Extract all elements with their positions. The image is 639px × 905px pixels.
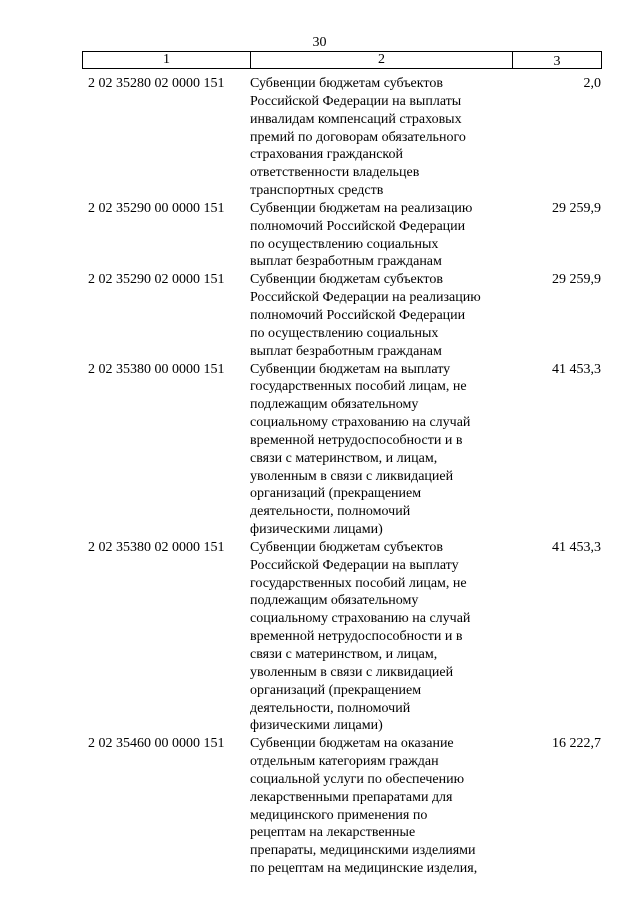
revenue-description (250, 200, 508, 271)
table-row (0, 539, 639, 735)
description-line: по осуществлению социальных (250, 325, 439, 341)
description-line: Российской Федерации на выплату (250, 557, 459, 573)
description-line: уволенным в связи с ликвидацией (250, 664, 454, 680)
description-line: временной нетрудоспособности и в (250, 629, 463, 645)
description-line: физическими лицами) (250, 718, 383, 734)
amount: 41 453,3 (552, 361, 601, 377)
description-line: связи с материнством, и лицам, (250, 647, 438, 662)
description-line: уволенным в связи с ликвидацией (250, 468, 454, 484)
description-line: Субвенции бюджетам субъектов (250, 272, 443, 288)
revenue-description (250, 539, 508, 735)
description-line: социальному страхованию на случай (250, 611, 471, 627)
revenue-description (250, 735, 508, 878)
table-header (82, 51, 602, 69)
description-line: Субвенции бюджетам на оказание (250, 736, 454, 752)
budget-code: 2 02 35280 02 0000 151 (88, 76, 225, 91)
description-line: связи с материнством, и лицам, (250, 450, 438, 466)
amount: 16 222,7 (552, 736, 601, 752)
budget-code: 2 02 35380 02 0000 151 (88, 539, 225, 555)
description-line: отдельным категориям граждан (250, 754, 439, 770)
description-line: ответственности владельцев (250, 165, 420, 181)
description-line: Субвенции бюджетам на реализацию (250, 200, 473, 216)
description-line: премий по договорам обязательного (250, 129, 466, 145)
description-line: социальному страхованию на случай (250, 415, 471, 431)
header-col-2: 2 (251, 52, 513, 68)
description-line: подлежащим обязательному (250, 593, 419, 609)
table-row (0, 361, 639, 539)
description-line: физическими лицами) (250, 522, 383, 538)
page-number: 30 (312, 35, 327, 50)
description-line: деятельности, полномочий (250, 700, 411, 716)
description-line: выплат безработным гражданам (250, 343, 442, 359)
table-row (0, 200, 639, 271)
table-row (0, 735, 639, 878)
revenue-description (250, 361, 508, 539)
description-line: государственных пособий лицам, не (250, 379, 467, 395)
revenue-description (250, 75, 508, 200)
budget-code: 2 02 35460 00 0000 151 (88, 736, 225, 752)
description-line: полномочий Российской Федерации (250, 307, 466, 323)
description-line: выплат безработным гражданам (250, 254, 442, 270)
amount: 2,0 (583, 76, 601, 91)
description-line: временной нетрудоспособности и в (250, 432, 463, 448)
description-line: полномочий Российской Федерации (250, 218, 466, 234)
description-line: по осуществлению социальных (250, 236, 439, 252)
budget-code: 2 02 35290 02 0000 151 (88, 272, 225, 288)
budget-code: 2 02 35290 00 0000 151 (88, 200, 225, 216)
revenue-description (250, 271, 508, 360)
description-line: Субвенции бюджетам субъектов (250, 76, 443, 91)
description-line: по рецептам на медицинские изделия, (250, 861, 478, 877)
amount: 41 453,3 (552, 539, 601, 555)
description-line: Субвенции бюджетам субъектов (250, 539, 443, 555)
header-col-3: 3 (553, 54, 561, 69)
description-line: организаций (прекращением (250, 486, 422, 502)
description-line: Российской Федерации на выплаты (250, 93, 462, 109)
description-line: организаций (прекращением (250, 682, 422, 698)
description-line: медицинского применения по (250, 807, 428, 823)
description-line: социальной услуги по обеспечению (250, 771, 465, 787)
header-col-1: 1 (83, 52, 251, 68)
description-line: Субвенции бюджетам на выплату (250, 361, 451, 377)
description-line: страхования гражданской (250, 147, 404, 163)
amount: 29 259,9 (552, 200, 601, 216)
description-line: лекарственными препаратами для (250, 789, 453, 805)
table-row (0, 271, 639, 360)
description-line: подлежащим обязательному (250, 397, 419, 413)
table-row (0, 75, 639, 200)
description-line: Российской Федерации на реализацию (250, 290, 481, 306)
description-line: деятельности, полномочий (250, 504, 411, 520)
description-line: препараты, медицинскими изделиями (250, 843, 476, 859)
table-body (0, 75, 639, 878)
amount: 29 259,9 (552, 272, 601, 288)
description-line: рецептам на лекарственные (250, 825, 416, 841)
description-line: инвалидам компенсаций страховых (250, 111, 462, 127)
description-line: государственных пособий лицам, не (250, 575, 467, 591)
budget-code: 2 02 35380 00 0000 151 (88, 361, 225, 377)
description-line: транспортных средств (250, 183, 384, 199)
